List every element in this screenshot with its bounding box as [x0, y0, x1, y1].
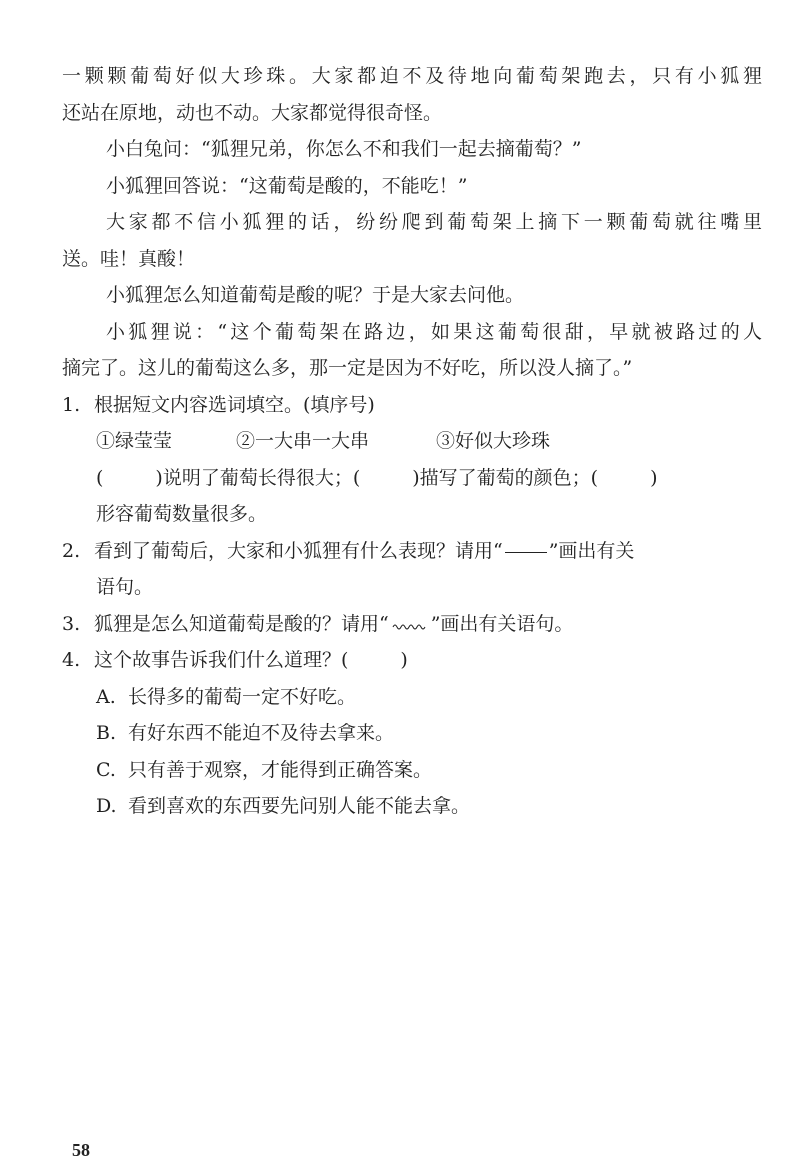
choice-letter: C. — [96, 758, 116, 781]
choice-letter: D. — [96, 795, 117, 817]
story-line: 一颗颗葡萄好似大珍珠。大家都迫不及待地向葡萄架跑去，只有小狐狸 — [62, 65, 762, 87]
option-item: ②一大串一大串 — [236, 430, 370, 452]
question-4 — [62, 642, 762, 679]
question-text: 根据短文内容选词填空。(填序号) — [94, 393, 375, 416]
paren-open: ( — [96, 466, 104, 489]
question-1-options — [62, 423, 762, 460]
worksheet-page — [62, 58, 762, 825]
choice-letter: A. — [96, 685, 116, 708]
choice-item[interactable] — [62, 752, 762, 789]
question-number: 4. — [62, 649, 81, 671]
choice-item[interactable] — [62, 679, 762, 716]
question-1 — [62, 387, 762, 424]
choice-text: 长得多的葡萄一定不好吃。 — [128, 685, 357, 708]
question-text: 形容葡萄数量很多。 — [96, 503, 268, 525]
story-line: 小狐狸回答说：“这葡萄是酸的，不能吃！” — [106, 174, 468, 197]
straight-underline-mark — [505, 551, 547, 553]
paren-close: ) — [650, 466, 658, 489]
question-number: 3. — [62, 612, 81, 635]
question-2 — [62, 533, 762, 570]
choice-text: 看到喜欢的东西要先问别人能不能去拿。 — [128, 795, 471, 817]
page-number: 58 — [72, 1140, 90, 1160]
question-number: 2. — [62, 539, 81, 562]
story-line: 摘完了。这儿的葡萄这么多，那一定是因为不好吃，所以没人摘了。” — [62, 357, 633, 379]
choice-item[interactable] — [62, 715, 762, 752]
question-text: 语句。 — [96, 576, 154, 598]
story-line: 还站在原地，动也不动。大家都觉得很奇怪。 — [62, 101, 443, 124]
question-text: ”画出有关 — [548, 539, 635, 562]
question-3 — [62, 606, 762, 643]
question-text: 看到了葡萄后，大家和小狐狸有什么表现？请用“ — [94, 539, 503, 562]
option-item: ①绿莹莹 — [96, 430, 173, 452]
question-number: 1. — [62, 393, 81, 416]
question-text: ”画出有关语句。 — [430, 612, 574, 635]
question-text: 这个故事告诉我们什么道理？( — [94, 649, 349, 671]
paren-close: ) — [400, 649, 408, 671]
choice-text: 只有善于观察，才能得到正确答案。 — [128, 758, 433, 781]
question-text: 狐狸是怎么知道葡萄是酸的？请用“ — [94, 612, 389, 635]
question-1-blanks — [62, 460, 762, 497]
question-text: )说明了葡萄长得很大；( — [155, 466, 361, 489]
option-item: ③好似大珍珠 — [436, 430, 551, 452]
question-text: )描写了葡萄的颜色；( — [412, 466, 599, 489]
story-line: 小白兔问：“狐狸兄弟，你怎么不和我们一起去摘葡萄？” — [106, 138, 582, 160]
story-text — [62, 58, 762, 387]
choice-text: 有好东西不能迫不及待去拿来。 — [128, 722, 395, 744]
wavy-underline-mark — [391, 620, 429, 630]
story-line: 大家都不信小狐狸的话，纷纷爬到葡萄架上摘下一颗葡萄就往嘴里 — [106, 211, 762, 233]
story-line: 小狐狸怎么知道葡萄是酸的呢？于是大家去问他。 — [106, 284, 525, 306]
story-line: 送。哇！真酸！ — [62, 247, 196, 270]
choice-letter: B. — [96, 722, 117, 744]
questions — [62, 387, 762, 825]
choice-item[interactable] — [62, 788, 762, 825]
story-line: 小狐狸说：“这个葡萄架在路边，如果这葡萄很甜，早就被路过的人 — [106, 320, 762, 343]
